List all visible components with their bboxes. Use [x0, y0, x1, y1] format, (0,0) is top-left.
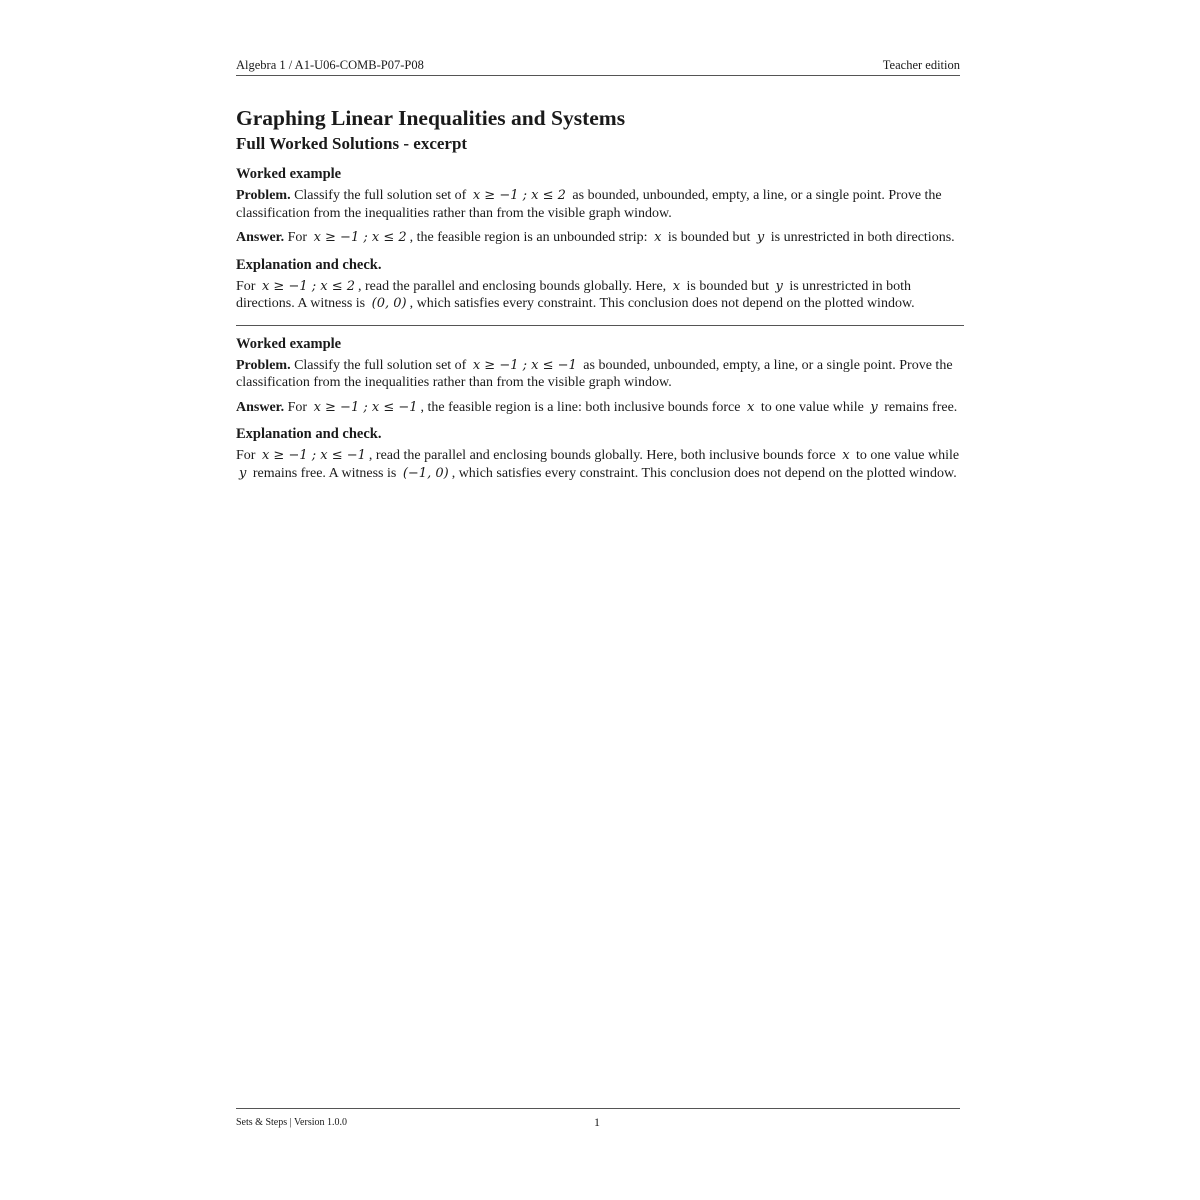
answer-statement: [236, 399, 967, 417]
problem-text-post: as bounded, unbounded, empty, a line, or a single point. Prove the classification from the inequalities rather than from the visible graph window.: [236, 188, 942, 221]
explanation-mid3: is unrestricted in both directions. A witness is: [236, 278, 912, 311]
answer-text-mid2: is bounded but: [667, 230, 751, 245]
worked-example-1: [236, 164, 967, 313]
explanation-mid: , read the parallel and enclosing bounds globally. Here,: [358, 278, 667, 294]
problem-math: x ≥ −1 ; x ≤ 2: [472, 188, 566, 203]
running-header: [236, 58, 960, 76]
example-heading: Worked example: [236, 166, 342, 182]
answer-text-pre: For: [287, 230, 308, 245]
explanation-mid2: to one value while: [856, 448, 960, 463]
answer-var-y: y: [756, 230, 765, 245]
page-title: Graphing Linear Inequalities and Systems: [236, 106, 626, 130]
explanation-post: , which satisfies every constraint. This conclusion does not depend on the plotted window.: [451, 465, 957, 481]
explanation-var-x: x: [672, 278, 681, 294]
explanation-var-x: x: [842, 448, 850, 463]
answer-label: Answer.: [236, 399, 285, 415]
problem-statement: [236, 357, 967, 392]
answer-text-mid: , the feasible region is a line: both inclusive bounds force: [420, 399, 741, 415]
explanation-var-y: y: [775, 278, 783, 294]
answer-text-mid: , the feasible region is an unbounded strip:: [409, 230, 648, 245]
problem-text-pre: Classify the full solution set of: [294, 357, 467, 373]
answer-var-y: y: [870, 399, 878, 415]
answer-text-mid2: to one value while: [760, 399, 864, 415]
explanation-witness: (0, 0): [371, 296, 407, 311]
problem-label: Problem.: [236, 188, 291, 203]
page: [236, 0, 967, 1200]
explanation-math: x ≥ −1 ; x ≤ 2: [261, 278, 356, 294]
problem-math: x ≥ −1 ; x ≤ −1: [472, 357, 577, 373]
answer-var-x: x: [747, 399, 755, 415]
running-footer: [236, 1108, 960, 1129]
example-divider: [236, 325, 964, 326]
answer-math: x ≥ −1 ; x ≤ −1: [313, 399, 418, 415]
page-subtitle: Full Worked Solutions - excerpt: [236, 134, 468, 153]
explanation-pre: For: [236, 278, 256, 294]
problem-label: Problem.: [236, 357, 291, 373]
explanation-var-y: y: [239, 465, 247, 481]
answer-statement: [236, 229, 967, 247]
footer-version: Sets & Steps | Version 1.0.0: [236, 1117, 347, 1128]
answer-math: x ≥ −1 ; x ≤ 2: [313, 230, 407, 245]
explanation-text: [236, 278, 967, 313]
problem-statement: [236, 187, 967, 222]
answer-text-post: remains free.: [884, 399, 958, 415]
answer-label: Answer.: [236, 230, 285, 245]
answer-text-pre: For: [287, 399, 308, 415]
explanation-heading: Explanation and check.: [236, 426, 382, 442]
explanation-mid2: is bounded but: [686, 278, 769, 294]
edition-label: Teacher edition: [882, 58, 960, 72]
answer-text-post: is unrestricted in both directions.: [770, 230, 955, 245]
worked-example-2: [236, 334, 967, 483]
main-content: [236, 104, 967, 489]
explanation-math: x ≥ −1 ; x ≤ −1: [261, 448, 366, 463]
explanation-pre: For: [236, 448, 256, 463]
explanation-witness: (−1, 0): [402, 465, 449, 481]
explanation-heading: Explanation and check.: [236, 256, 382, 273]
page-number: 1: [594, 1115, 600, 1129]
problem-text-post: as bounded, unbounded, empty, a line, or a single point. Prove the classification from the inequalities rather than from the visible graph window.: [236, 357, 953, 390]
answer-var-x: x: [654, 230, 662, 245]
problem-text-pre: Classify the full solution set of: [294, 188, 467, 203]
explanation-mid3: remains free. A witness is: [252, 465, 397, 481]
explanation-text: [236, 447, 967, 482]
course-breadcrumb: Algebra 1 / A1-U06-COMB-P07-P08: [236, 58, 424, 72]
explanation-mid: , read the parallel and enclosing bounds globally. Here, both inclusive bounds force: [368, 448, 836, 463]
explanation-post: , which satisfies every constraint. This conclusion does not depend on the plotted window.: [409, 296, 915, 311]
example-heading: Worked example: [236, 335, 342, 352]
